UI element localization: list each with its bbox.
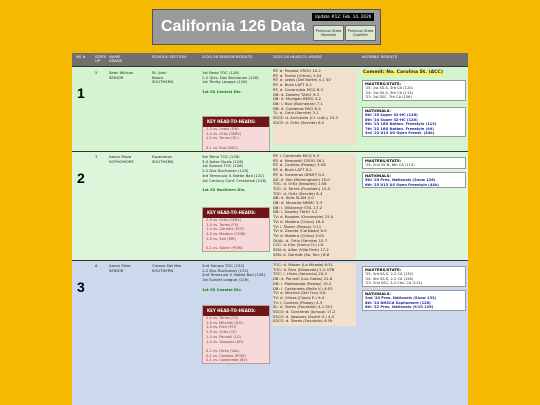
masters-title: MASTERS/STATE: <box>365 81 402 86</box>
h2h-line: SSN: d. Allan (Villa Park) 17-2 <box>273 247 329 253</box>
masters-box <box>362 266 466 287</box>
col-rank: NS # <box>76 54 86 59</box>
nationals-line: 3rd '22 U15 US Open Freest. (44k) <box>365 131 435 135</box>
h2h-list <box>273 154 356 260</box>
nationals-line: 8th '22 Pres. Nationals (9/10 126) <box>365 305 434 309</box>
key-h2h-line: 1-0 vs. Torres (FV) <box>206 222 239 227</box>
h2h-line: CCC: d. Kim (Sunny H.) I-D <box>273 242 324 248</box>
col-school: SCHOOL SECTION <box>152 54 186 59</box>
result-line: 2nd Sonora TOC (132) <box>202 263 245 268</box>
key-h2h-line: 2-0 vs. Madera (CHIN) <box>206 232 246 237</box>
h2h-line: RT: d. Provost CROO 10-2 <box>273 68 321 73</box>
masters-line: '25: 2nd SS-N, 6th CA (113) <box>365 163 415 167</box>
key-h2h-line: 1-0 vs. Rice (ETI) <box>206 325 237 330</box>
h2h-line: DB: d. Mulligan BERG 4-2 <box>273 96 322 102</box>
update-badge: Update #12: Feb. 14, 2026 <box>312 13 374 21</box>
result-line: 3rd Temecula V. Battle Ball (132) <box>202 172 265 178</box>
prev-medalist-button[interactable]: Previous State Medalist <box>313 25 344 41</box>
masters-box <box>362 80 466 101</box>
h2h-line: RT: d. Bush LAFT 9-2 <box>273 82 312 88</box>
h2h-line: TOC: d. Mason (La Mirada) 8:51 <box>273 262 334 267</box>
wrestler-name[interactable]: Aaron Meza <box>109 154 132 159</box>
h2h-line: DB: l. Villasenor STIL 17-2 <box>273 204 323 210</box>
page-title: California 126 Data <box>161 18 306 35</box>
h2h-line: DB: d. Solis SLAM 4-0 <box>273 195 314 201</box>
section-result: 1st SS Northern Div. <box>202 187 246 192</box>
wrestler-grade: SENIOR <box>109 267 124 273</box>
key-h2h-line: 0-1 vs. Cordero (POW) <box>206 353 247 358</box>
masters-title: MASTERS/STATE: <box>365 158 402 163</box>
key-h2h-box <box>202 207 270 252</box>
section: SOUTHERN <box>152 158 174 164</box>
nationals-title: NATIONALS: <box>365 108 391 113</box>
table-header <box>72 53 468 66</box>
h2h-line: RT: d. Lewis (Del Norte) 4-1 SV <box>273 77 331 83</box>
nationals-line: 7th '22 16U Nation. Freestyle (94) <box>365 126 434 131</box>
section: SOUTHERN <box>152 267 174 273</box>
masters-line: '24: 4th SS-S, 2-2 CA (126) <box>365 276 414 281</box>
masters-line: '24: 1st SS-S, 5th CA (113) <box>365 90 413 95</box>
key-h2h-title: KEY HEAD-TO-HEADS: <box>203 117 269 127</box>
wrestler-grade: SENIOR <box>109 74 124 80</box>
nationals-line: 6th '23 U15 US Open Freestyle (44k) <box>365 182 439 187</box>
h2h-line: TV: d. Rosales (Oceanside) 15-0 <box>273 214 334 220</box>
h2h-line: TV: d. Olivas (Clovis E.) 9-4 <box>273 294 325 300</box>
h2h-line: RT: d. Covarrubio MCQ 8-3 <box>273 86 323 92</box>
state-up: 3 <box>95 154 98 159</box>
nationals-line: 8th '24 Super 32-HC (120) <box>365 117 418 122</box>
key-h2h-line: 1-0 vs. Ortiz (CE) <box>206 330 237 335</box>
h2h-line: DB: l. Dawley TAHO 3-2 <box>273 209 318 215</box>
key-h2h-line: 0-1 vs. Castaneda (BV) <box>206 358 248 363</box>
h2h-line: TOC: d. Torres (Fountain) 15-0 <box>273 185 331 191</box>
h2h-line: RT: l. Coronado MCQ 9-3 <box>273 153 319 158</box>
h2h-line: TV: d. Mitchell (Del Oro) 9-6 <box>273 290 326 296</box>
key-h2h-box <box>202 305 270 364</box>
h2h-line: SSCO: d. Vasquez (South H.) 4-0 <box>273 313 335 319</box>
result-line: 1-2 Doc Buchanan (132) <box>202 267 249 273</box>
rank-number: 1 <box>77 85 85 101</box>
nationals-box <box>362 107 466 137</box>
h2h-line: TV: d. Madera (Chino) 2:05 <box>273 232 324 238</box>
h2h-line: SL: d. Torres (Fountain) 4-1 SV1 <box>273 304 333 310</box>
wrestler-name[interactable]: Aaron Silva <box>109 263 131 268</box>
h2h-list <box>273 69 356 145</box>
h2h-line: TV: d. Madera (Chino) 16-0 <box>273 218 324 224</box>
h2h-line: DB: l. Maldonado (Poway) 10-2 <box>273 280 332 286</box>
result-line: 1st Century Conf. Crestview (126) <box>202 177 267 183</box>
h2h-line: AZ: d. Sim (Birmingham) 15-0 <box>273 176 330 182</box>
nationals-line: 6th '25 Super 32-HC (126) <box>365 113 418 117</box>
state-up: 5 <box>95 70 98 75</box>
key-h2h-line: 1-0 vs. Pannell (LG) <box>206 334 242 339</box>
school-line: Bosco <box>152 74 164 80</box>
h2h-line: RT: d. Cordero (Poway) 3:26 <box>273 162 326 168</box>
key-h2h-line: 2-0 vs. Torres (FV) <box>206 316 239 320</box>
h2h-line: SSCO: d. Contreras (Jurupa) 17-2 <box>273 309 336 315</box>
section: SOUTHERN <box>152 79 174 85</box>
col-h2h: 2025-26 HEAD-TO-HEADS <box>273 54 322 59</box>
h2h-line: TOC: l. Hicks (Valencia) 20-3 <box>273 271 327 277</box>
masters-line: '23: 1st SSC, 7th CA (106) <box>365 95 412 99</box>
masters-line: '25: 1st SS-S, 3rd CA (120) <box>365 86 413 90</box>
h2h-line: RT: d. Bush LAFT 8-2 <box>273 167 312 173</box>
key-h2h-line: 1-0 vs. Torrez (GL) <box>206 136 239 141</box>
h2h-line: DUAL: d. Ortiz (Servite) 15-7 <box>273 237 328 243</box>
section-result: 1st SS Coastal Div. <box>202 286 242 292</box>
masters-box <box>362 157 466 169</box>
nationals-title: NATIONALS: <box>365 291 391 296</box>
state-up: 6 <box>95 263 98 268</box>
col-notable: NOTABLE RESULTS <box>362 54 398 59</box>
masters-title: MASTERS/STATE: <box>365 267 402 272</box>
result-line: 1st Reno TOC (126) <box>202 70 240 75</box>
school-line: Corona Del Mar <box>152 263 182 268</box>
result-line: 1st Sunset League (126) <box>202 277 249 283</box>
h2h-line: TOC: d. Ortiz (Servite) 6-4 <box>273 190 323 196</box>
result-line: 1st Trinity League (126) <box>202 79 248 85</box>
h2h-line: RT: d. Contreras GRNFT 0-2 <box>273 171 325 177</box>
section-result: 1st SS Central Div. <box>202 88 242 94</box>
nationals-line: 8th '24 NHSCA Sophomore (126) <box>365 300 431 305</box>
page-header <box>152 9 381 45</box>
h2h-line: DB: d. Cardenas PACI 6-4 <box>273 105 321 111</box>
h2h-line: SSN: d. Garriott (So. Torr.) 6-8 <box>273 251 330 257</box>
rank-number: 2 <box>77 170 85 186</box>
result-line: 3-0 Aztec Duals (126) <box>202 158 244 164</box>
table-row <box>72 260 468 405</box>
h2h-line: TOC: d. Ortiz (Brawley) 1:58 <box>273 181 327 187</box>
key-h2h-line: 1-0 vs. Vasquez (SH) <box>206 339 244 344</box>
key-h2h-line: 2-0 vs. Ortiz (SERV) <box>206 131 242 136</box>
result-line: 2nd Temecula V. Battle Ball (126) <box>202 272 266 278</box>
nationals-line: 2nd '24 Pres. Nationals (Show 132) <box>365 296 437 300</box>
h2h-list <box>273 263 356 326</box>
nationals-box <box>362 172 466 188</box>
key-h2h-line: 1-0 vs. Sim (RIR) <box>206 236 237 241</box>
nationals-title: NATIONALS: <box>365 173 391 178</box>
result-line: 2-2 Qtrs. Doc Buchanan (126) <box>202 74 259 80</box>
wrestler-name[interactable]: Sean Willcox <box>109 70 134 75</box>
key-h2h-line: 0-1 vs. Ruiz (BUC) <box>206 145 239 150</box>
h2h-line: DB: d. Dawley TAHO 9-3 <box>273 91 319 97</box>
h2h-line: TV: l. Cordero (Poway) 4-3 <box>273 299 323 305</box>
school-line: Esperanza <box>152 154 172 159</box>
key-h2h-line: 2-0 vs. Ortiz (SERV) <box>206 218 242 222</box>
key-h2h-line: 0-2 vs. Hicks (VAL) <box>206 348 240 353</box>
h2h-line: TL: d. Ortiz (Servite) 3-1 <box>273 110 319 116</box>
h2h-line: SSCO: d. Torres (Fountain) 4:59 <box>273 318 333 324</box>
rankings-table <box>72 53 468 405</box>
h2h-line: DB: l. Castaneda (Bella V.) 4:53 <box>273 285 333 291</box>
rank-number: 3 <box>77 279 85 295</box>
nationals-box <box>362 290 466 311</box>
masters-line: '23: 2nd SSC, 3-2 Chs. CA (113) <box>365 281 422 285</box>
key-h2h-line: 1-0 vs. Garriott (SOT) <box>206 227 245 232</box>
masters-line: '25: 3rd SS-S, 2-2 CA (132) <box>365 272 414 276</box>
h2h-line: TV: d. Zaneta (Carlsbad) 6-5 <box>273 228 327 234</box>
school-line: St. John <box>152 70 167 75</box>
col-name: NAME GRADE <box>109 54 123 64</box>
key-h2h-line: 0-1 vs. Storer (POW) <box>206 246 243 251</box>
result-line: 2-2 Doc Buchanan (126) <box>202 168 249 174</box>
key-h2h-title: KEY HEAD-TO-HEADS: <box>203 306 269 316</box>
result-line: 1st Sonora TOC (126) <box>202 163 244 169</box>
h2h-line: DB: d. Murante NMMC 5-3 <box>273 200 323 206</box>
h2h-line: DB: d. Pannell (Los Gatos) 22-6 <box>273 276 333 282</box>
h2h-line: TV: l. Storer (Poway) 1:11 <box>273 223 322 229</box>
h2h-line: SSCE: d. Ortiz (Servite) 6-2 <box>273 119 325 125</box>
wrestler-grade: SOPHOMORE <box>109 158 134 164</box>
key-h2h-title: KEY HEAD-TO-HEADS: <box>203 208 269 218</box>
nationals-line: 5th '25 Pres. Nationals (Snow 126) <box>365 178 436 182</box>
commit-badge: Commit: No. Carolina St. (ACC) <box>363 70 444 75</box>
key-h2h-line: 1-0 vs. Lewis (DN) <box>206 127 239 131</box>
h2h-line: TOC: d. Rice (Etiwanda) 2-0 UTB <box>273 266 335 272</box>
nationals-line: 6th '23 16U Nation. Freestyle (113) <box>365 122 437 126</box>
key-h2h-box <box>202 116 270 152</box>
h2h-line: SSCE: d. Archuleta (Cr. Luth.) 15-3 <box>273 115 339 121</box>
key-h2h-line: 1-0 vs. Mitchell (DO) <box>206 320 243 325</box>
h2h-line: RT: d. Torrez (Oltmn) 1:24 <box>273 72 322 78</box>
prev-qualifier-button[interactable]: Previous State Qualifier <box>345 25 376 41</box>
col-state-up: STATE UP <box>95 54 107 64</box>
h2h-line: RT: d. Hempstill CROO 16-1 <box>273 157 325 163</box>
h2h-line: DB: l. Ruiz (Buchanan) 7-1 <box>273 100 323 106</box>
col-results: 2025-26 SEASON RESULTS <box>202 54 253 59</box>
result-line: 5th Reno TOC (126) <box>202 154 240 159</box>
